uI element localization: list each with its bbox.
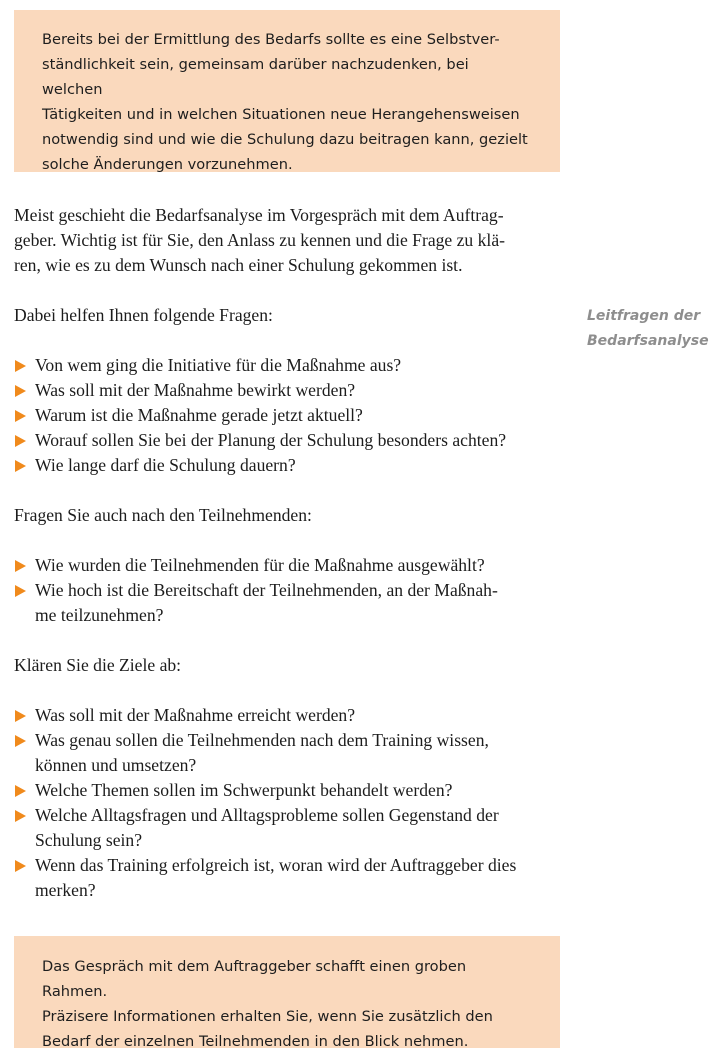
list-item	[14, 578, 564, 628]
box-top-line: notwendig sind und wie die Schulung dazu beitragen kann, gezielt	[42, 131, 528, 148]
participants-list	[14, 553, 564, 628]
list-item	[14, 553, 564, 578]
list-item-text: Wie wurden die Teilnehmenden für die Maßnahme ausgewählt?	[35, 555, 485, 575]
list-item-text: Schulung sein?	[35, 830, 143, 850]
list-item-text: Was genau sollen die Teilnehmenden nach dem Training wissen,	[35, 730, 489, 750]
list-item-text: Was soll mit der Maßnahme bewirkt werden?	[35, 380, 356, 400]
highlight-box-bottom	[14, 936, 560, 1048]
list-item-text: Was soll mit der Maßnahme erreicht werden?	[35, 705, 356, 725]
list-item-text: Welche Themen sollen im Schwerpunkt behandelt werden?	[35, 780, 453, 800]
list-item-text: Wenn das Training erfolgreich ist, woran wird der Auftraggeber dies	[35, 855, 517, 875]
list-item-text: Wie hoch ist die Bereitschaft der Teilnehmenden, an der Maßnah-	[35, 580, 498, 600]
box-bottom-line: Bedarf der einzelnen Teilnehmenden in den Blick nehmen.	[42, 1033, 469, 1050]
bullet-arrow-icon	[15, 710, 26, 722]
list-item-text: Warum ist die Maßnahme gerade jetzt aktuell?	[35, 405, 363, 425]
list-item	[14, 803, 564, 853]
questions-intro: Dabei helfen Ihnen folgende Fragen:	[14, 305, 273, 325]
intro-line: geber. Wichtig ist für Sie, den Anlass zu kennen und die Frage zu klä-	[14, 230, 505, 250]
margin-note-line: Bedarfsanalyse	[587, 333, 709, 349]
list-item	[14, 453, 564, 478]
margin-note-line: Leitfragen der	[587, 308, 701, 324]
bullet-arrow-icon	[15, 785, 26, 797]
bullet-arrow-icon	[15, 410, 26, 422]
list-item	[14, 703, 564, 728]
box-top-line: ständlichkeit sein, gemeinsam darüber nachzudenken, bei welchen	[42, 56, 469, 98]
bullet-arrow-icon	[15, 860, 26, 872]
bullet-arrow-icon	[15, 460, 26, 472]
box-top-line: Bereits bei der Ermittlung des Bedarfs sollte es eine Selbstver-	[42, 31, 500, 48]
list-item-text: können und umsetzen?	[35, 755, 197, 775]
list-item-text: me teilzunehmen?	[35, 605, 164, 625]
list-item	[14, 728, 564, 778]
list-item	[14, 378, 564, 403]
bullet-arrow-icon	[15, 360, 26, 372]
bullet-arrow-icon	[15, 385, 26, 397]
bullet-arrow-icon	[15, 810, 26, 822]
list-item-text: Welche Alltagsfragen und Alltagsprobleme sollen Gegenstand der	[35, 805, 499, 825]
margin-note	[587, 304, 712, 354]
list-item-text: Wie lange darf die Schulung dauern?	[35, 455, 296, 475]
intro-paragraph	[14, 203, 564, 278]
bullet-arrow-icon	[15, 585, 26, 597]
box-bottom-line: Präzisere Informationen erhalten Sie, wenn Sie zusätzlich den	[42, 1008, 493, 1025]
list-item-text: merken?	[35, 880, 96, 900]
intro-line: Meist geschieht die Bedarfsanalyse im Vorgespräch mit dem Auftrag-	[14, 205, 504, 225]
goals-list	[14, 703, 564, 903]
participants-intro: Fragen Sie auch nach den Teilnehmenden:	[14, 505, 312, 525]
list-item	[14, 353, 564, 378]
questions-list	[14, 353, 564, 478]
box-bottom-line: Das Gespräch mit dem Auftraggeber schafft einen groben Rahmen.	[42, 958, 467, 1000]
list-item-text: Worauf sollen Sie bei der Planung der Schulung besonders achten?	[35, 430, 507, 450]
list-item	[14, 428, 564, 453]
box-top-line: solche Änderungen vorzunehmen.	[42, 156, 293, 173]
bullet-arrow-icon	[15, 735, 26, 747]
bullet-arrow-icon	[15, 560, 26, 572]
box-top-line: Tätigkeiten und in welchen Situationen neue Herangehensweisen	[42, 106, 520, 123]
list-item	[14, 403, 564, 428]
goals-intro: Klären Sie die Ziele ab:	[14, 655, 182, 675]
highlight-box-top	[14, 10, 560, 172]
list-item	[14, 778, 564, 803]
bullet-arrow-icon	[15, 435, 26, 447]
list-item	[14, 853, 564, 903]
list-item-text: Von wem ging die Initiative für die Maßnahme aus?	[35, 355, 402, 375]
intro-line: ren, wie es zu dem Wunsch nach einer Schulung gekommen ist.	[14, 255, 463, 275]
